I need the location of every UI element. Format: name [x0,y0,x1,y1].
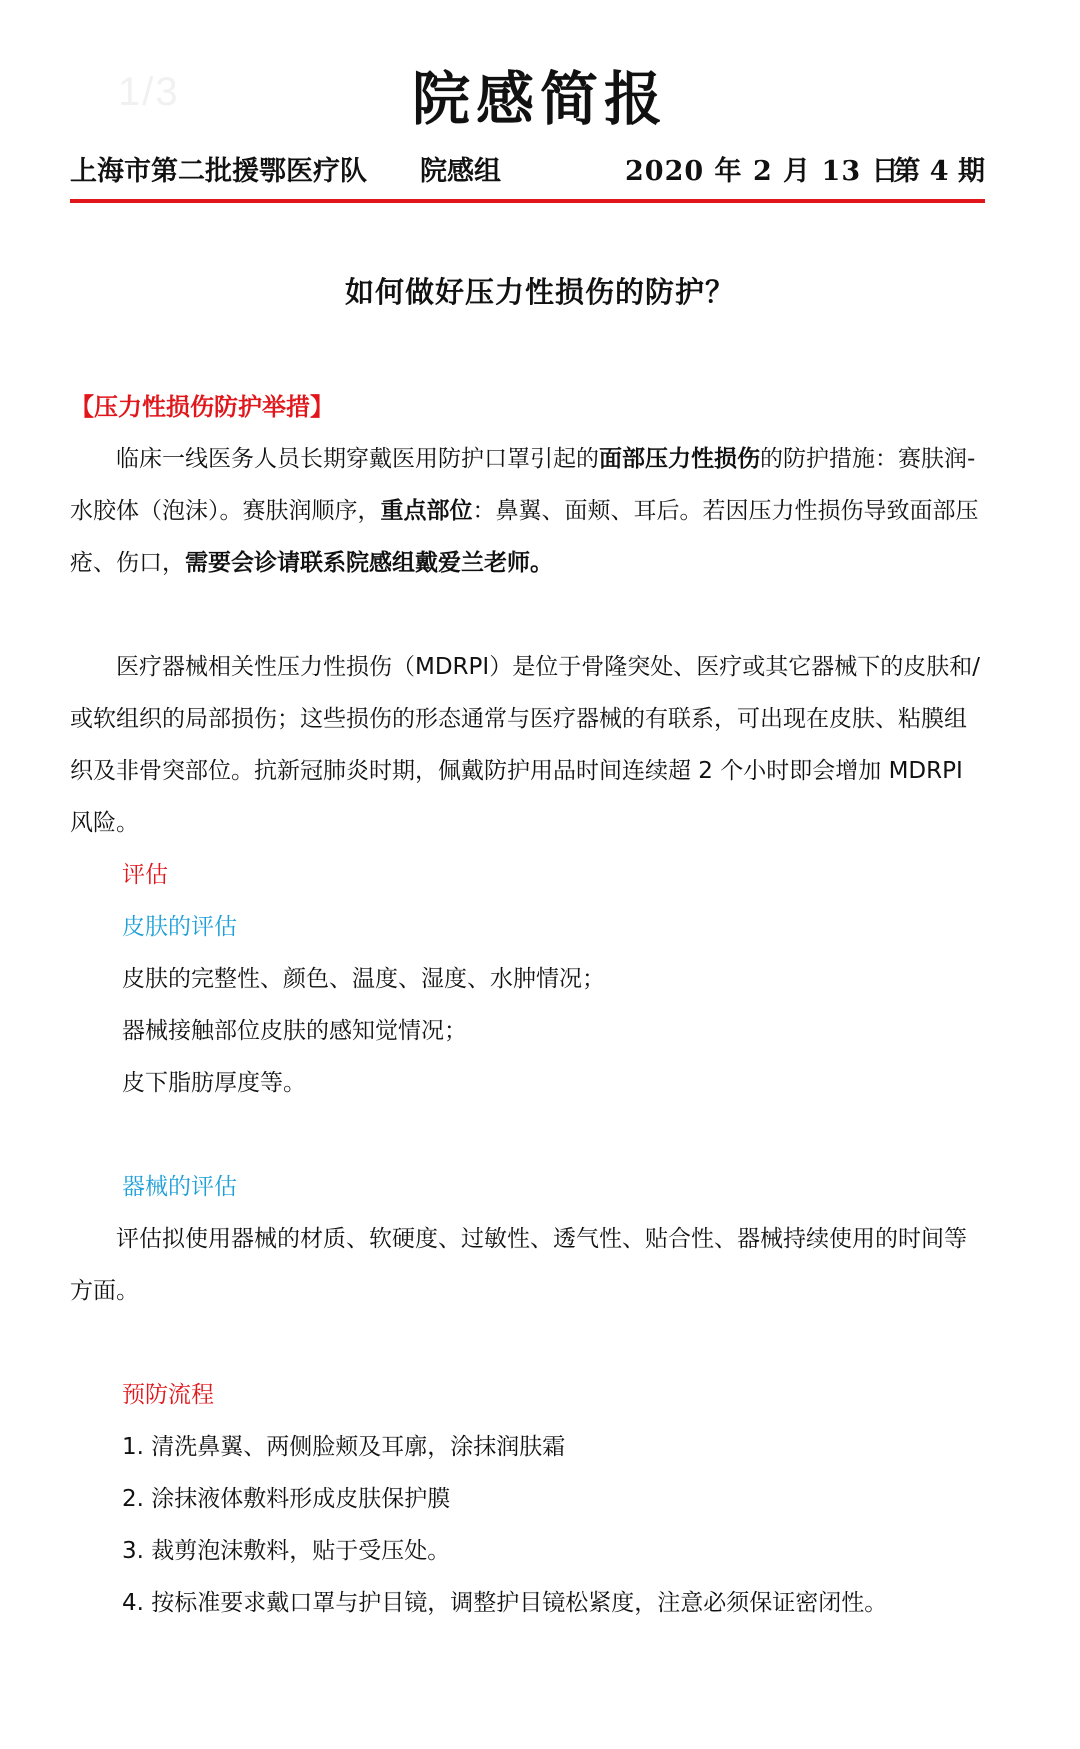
spacer [70,589,980,641]
intro-paragraph [70,433,980,589]
intro-bold-1: 面部压力性损伤 [599,446,760,472]
intro-text-2: 的防护措施：赛肤润-水胶体（泡沫）。赛肤润顺序， [70,446,976,524]
prevention-heading: 预防流程 [122,1382,214,1408]
skin-assessment-item: 器械接触部位皮肤的感知觉情况； [122,1018,467,1044]
section-heading: 【压力性损伤防护举措】 [70,393,334,421]
prevention-step: 3. 裁剪泡沫敷料，贴于受压处。 [122,1538,451,1564]
skin-assessment-item: 皮下脂肪厚度等。 [122,1070,306,1096]
device-assessment-heading: 器械的评估 [122,1174,237,1200]
article-body [70,381,980,1629]
bulletin-title: 院感简报 [411,65,668,133]
intro-text-1: 临床一线医务人员长期穿戴医用防护口罩引起的 [116,446,599,472]
intro-text-3: ：鼻翼、面颊、耳后。若因压力性损伤导致面部压疮、伤口， [70,498,979,576]
intro-bold-3: 需要会诊请联系院感组戴爱兰老师。 [185,550,553,576]
skin-assessment-item: 皮肤的完整性、颜色、温度、湿度、水肿情况； [122,966,605,992]
skin-assessment-heading: 皮肤的评估 [122,914,237,940]
issue-number: 第 4 期 [893,156,985,187]
page-index-watermark: 1/3 [118,70,180,114]
definition-paragraph: 医疗器械相关性压力性损伤（MDRPI）是位于骨隆突处、医疗或其它器械下的皮肤和/或软组织的局部损伤；这些损伤的形态通常与医疗器械的有联系，可出现在皮肤、粘膜组织及非骨突部位。抗新冠肺炎时期，佩戴防护用品时间连续超 2 个小时即会增加 MDRPI 风险。 [70,654,980,836]
article-title: 如何做好压力性损伤的防护？ [344,275,735,309]
assessment-heading: 评估 [122,862,168,888]
device-assessment-text: 评估拟使用器械的材质、软硬度、过敏性、透气性、贴合性、器械持续使用的时间等方面。 [70,1226,967,1304]
bulletin-header [70,152,985,192]
prevention-step: 2. 涂抹液体敷料形成皮肤保护膜 [122,1486,451,1512]
intro-bold-2: 重点部位 [380,498,473,524]
spacer [70,1109,980,1161]
prevention-step: 4. 按标准要求戴口罩与护目镜，调整护目镜松紧度，注意必须保证密闭性。 [122,1590,888,1616]
group-name: 院感组 [420,156,501,187]
spacer [70,1317,980,1369]
header-divider [70,199,985,203]
issue-date: 2020 年 2 月 13 日 [625,156,900,187]
prevention-step: 1. 清洗鼻翼、两侧脸颊及耳廓，涂抹润肤霜 [122,1434,566,1460]
organization-name: 上海市第二批援鄂医疗队 [70,156,367,187]
